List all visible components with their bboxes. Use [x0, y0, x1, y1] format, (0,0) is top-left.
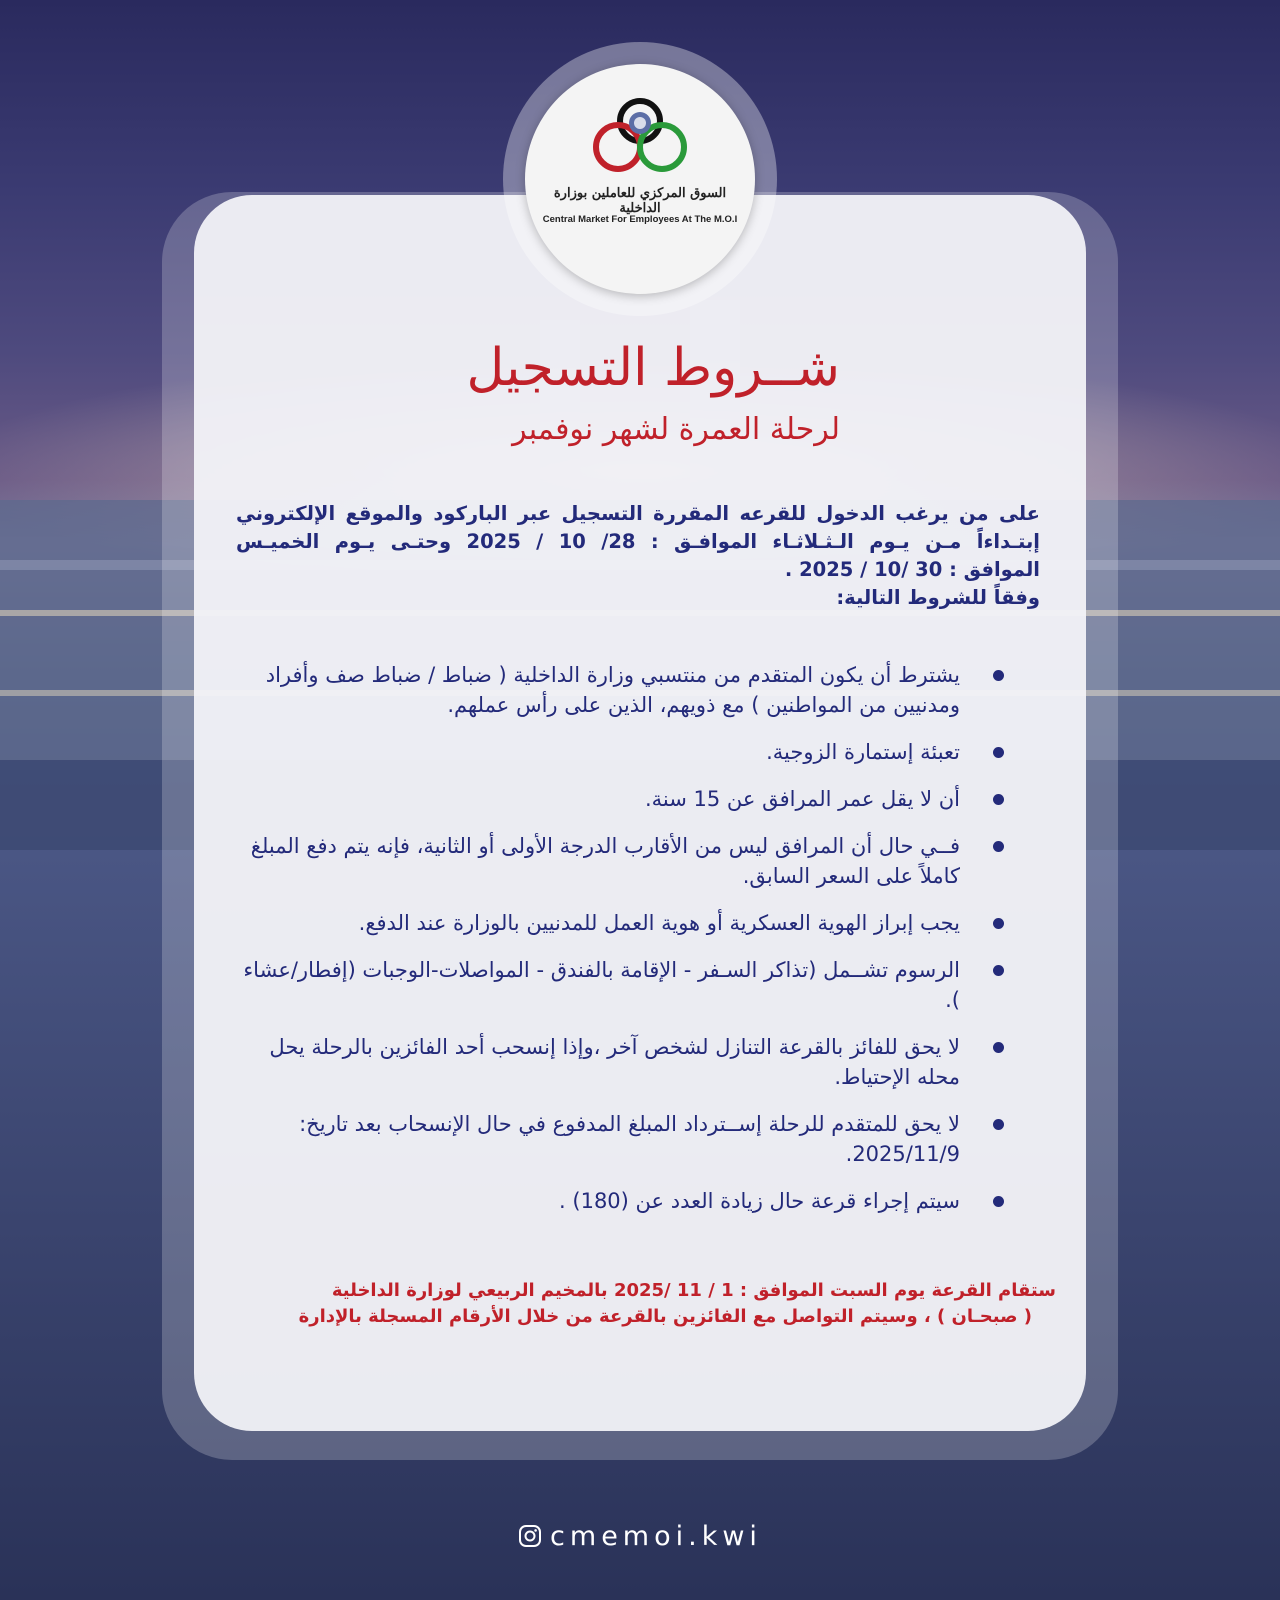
condition-text: الرسوم تشــمل (تذاكر السـفر - الإقامة بالفندق - المواصلات-الوجبات (إفطار/عشاء ).: [243, 958, 960, 1012]
moi-rings-logo-icon: [585, 97, 695, 179]
bullet-icon: [993, 1196, 1004, 1207]
brand-arabic-name: السوق المركزي للعاملين بوزارة الداخلية: [553, 186, 727, 216]
intro-text: [236, 500, 1040, 612]
bullet-icon: [993, 670, 1004, 681]
draw-announcement: [236, 1278, 1056, 1330]
condition-item: [240, 784, 1010, 814]
condition-text: أن لا يقل عمر المرافق عن 15 سنة.: [644, 787, 960, 811]
condition-item: [240, 908, 1010, 938]
bullet-icon: [993, 918, 1004, 929]
bullet-icon: [993, 794, 1004, 805]
bullet-icon: [993, 1119, 1004, 1130]
condition-text: سيتم إجراء قرعة حال زيادة العدد عن (180) .: [559, 1189, 960, 1213]
intro-line-1: على من يرغب الدخول للقرعه المقررة التسجيل عبر الباركود والموقع الإلكتروني: [236, 502, 1040, 525]
condition-item: [240, 1032, 1010, 1092]
instagram-handle-link[interactable]: [500, 1516, 780, 1556]
condition-item: [240, 737, 1010, 767]
bullet-icon: [993, 965, 1004, 976]
condition-text: لا يحق للمتقدم للرحلة إســترداد المبلغ المدفوع في حال الإنسحاب بعد تاريخ: 2025/11/9.: [299, 1112, 960, 1166]
draw-announcement-line-2: ( صبحـان ) ، وسيتم التواصل مع الفائزين بالقرعة من خلال الأرقام المسجلة بالإدارة: [298, 1306, 1032, 1327]
condition-text: يجب إبراز الهوية العسكرية أو هوية العمل للمدنيين بالوزارة عند الدفع.: [358, 911, 960, 935]
bullet-icon: [993, 1042, 1004, 1053]
bullet-icon: [993, 747, 1004, 758]
page-title: شــروط التسجيل: [466, 338, 840, 398]
intro-line-2: إبتـداءاً مـن يـوم الـثـلاثـاء الموافـق : 28/ 10 / 2025 وحتـى يـوم الخميـس: [236, 530, 1040, 553]
bullet-icon: [993, 841, 1004, 852]
condition-text: فــي حال أن المرافق ليس من الأقارب الدرجة الأولى أو الثانية، فإنه يتم دفع المبلغ كاملاً على السعر السابق.: [250, 834, 960, 888]
condition-text: لا يحق للفائز بالقرعة التنازل لشخص آخر ،وإذا إنسحب أحد الفائزين بالرحلة يحل محله الإحتياط.: [269, 1035, 960, 1089]
condition-item: [240, 1186, 1010, 1216]
condition-text: يشترط أن يكون المتقدم من منتسبي وزارة الداخلية ( ضباط / ضباط صف وأفراد ومدنيين من المواطنين ) مع ذويهم، الذين على رأس عملهم.: [265, 663, 960, 717]
instagram-icon: [518, 1524, 542, 1548]
condition-text: تعبئة إستمارة الزوجية.: [766, 740, 960, 764]
page-subtitle: لرحلة العمرة لشهر نوفمبر: [512, 412, 840, 447]
condition-item: [240, 831, 1010, 891]
instagram-handle-text: cmemoi.kwi: [550, 1520, 762, 1552]
intro-line-4: وفقاً للشروط التالية:: [836, 586, 1040, 609]
conditions-list: [240, 660, 1010, 1233]
intro-line-3: الموافق : 30 /10 / 2025 .: [784, 558, 1040, 581]
condition-item: [240, 1109, 1010, 1169]
condition-item: [240, 955, 1010, 1015]
condition-item: [240, 660, 1010, 720]
brand-english-name: Central Market For Employees At The M.O.I: [542, 214, 738, 225]
draw-announcement-line-1: ستقام القرعة يوم السبت الموافق : 1 / 11 /2025 بالمخيم الربيعي لوزارة الداخلية: [331, 1280, 1056, 1301]
